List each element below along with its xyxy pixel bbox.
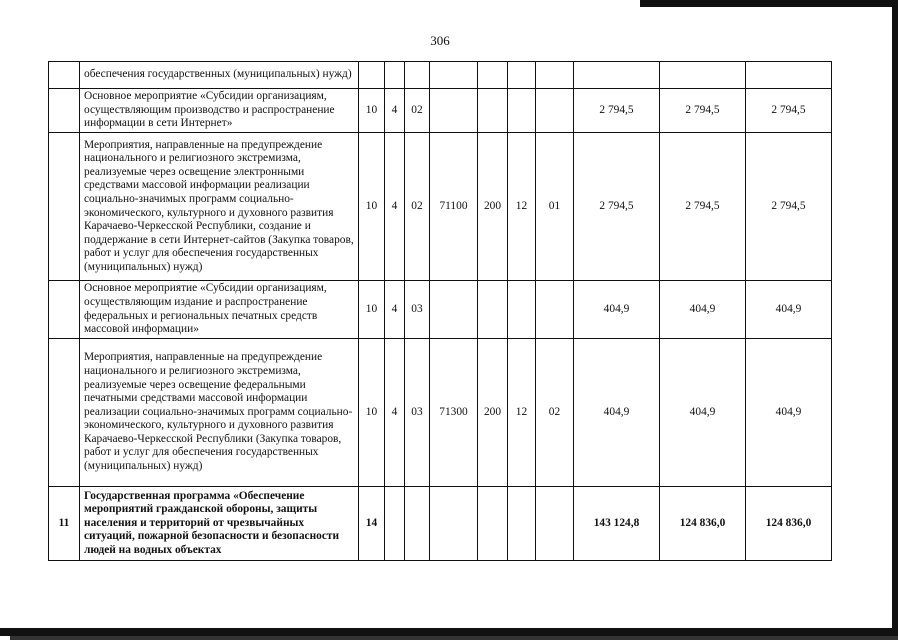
amount-cell: 2 794,5	[660, 133, 746, 281]
code-cell	[536, 281, 574, 339]
code-cell	[385, 487, 405, 561]
row-name-cell: Мероприятия, направленные на предупреждение национального и религиозного экстремизма, реализуемые через освещение электронными средствами массовой информации реализации социально-значимых программ социально-экономического, культурного и духовного развития Карачаево-Черкесской Республики, создание и поддержание в сети Интернет-сайтов (Закупка товаров, работ и услуг для обеспечения государственных (муниципальных) нужд)	[80, 133, 359, 281]
row-number-cell	[49, 339, 80, 487]
code-cell	[508, 62, 536, 89]
table-row	[49, 89, 832, 133]
code-cell: 10	[359, 281, 385, 339]
amount-cell: 404,9	[746, 339, 832, 487]
amount-cell: 2 794,5	[574, 133, 660, 281]
scan-edge-bottom-shadow	[10, 636, 898, 640]
code-cell: 4	[385, 133, 405, 281]
amount-cell: 404,9	[746, 281, 832, 339]
code-cell	[430, 281, 478, 339]
code-cell: 71300	[430, 339, 478, 487]
code-cell: 12	[508, 133, 536, 281]
code-cell: 02	[405, 133, 430, 281]
code-cell: 200	[478, 339, 508, 487]
amount-cell: 2 794,5	[574, 89, 660, 133]
amount-cell: 2 794,5	[660, 89, 746, 133]
code-cell: 03	[405, 281, 430, 339]
amount-cell	[574, 62, 660, 89]
code-cell: 10	[359, 133, 385, 281]
amount-cell: 2 794,5	[746, 89, 832, 133]
amount-cell: 404,9	[574, 281, 660, 339]
code-cell: 01	[536, 133, 574, 281]
code-cell: 12	[508, 339, 536, 487]
code-cell	[405, 62, 430, 89]
code-cell	[478, 281, 508, 339]
code-cell: 14	[359, 487, 385, 561]
row-number-cell	[49, 281, 80, 339]
row-name-cell: обеспечения государственных (муниципальных) нужд)	[80, 62, 359, 89]
code-cell: 4	[385, 89, 405, 133]
code-cell	[478, 62, 508, 89]
row-number-cell	[49, 62, 80, 89]
amount-cell	[746, 62, 832, 89]
row-number-cell	[49, 133, 80, 281]
code-cell: 03	[405, 339, 430, 487]
scan-edge-right	[892, 0, 898, 640]
amount-cell: 143 124,8	[574, 487, 660, 561]
scan-edge-bottom	[0, 628, 898, 636]
code-cell	[405, 487, 430, 561]
table-row	[49, 133, 832, 281]
code-cell	[536, 89, 574, 133]
code-cell	[430, 89, 478, 133]
table-row	[49, 62, 832, 89]
amount-cell	[660, 62, 746, 89]
budget-table	[48, 61, 832, 561]
code-cell	[430, 62, 478, 89]
code-cell	[478, 487, 508, 561]
code-cell: 02	[405, 89, 430, 133]
amount-cell: 404,9	[660, 339, 746, 487]
row-name-cell: Основное мероприятие «Субсидии организациям, осуществляющим производство и распространение информации в сети Интернет»	[80, 89, 359, 133]
table-row	[49, 339, 832, 487]
code-cell: 71100	[430, 133, 478, 281]
code-cell	[359, 62, 385, 89]
code-cell	[508, 89, 536, 133]
amount-cell: 124 836,0	[746, 487, 832, 561]
amount-cell: 124 836,0	[660, 487, 746, 561]
code-cell: 200	[478, 133, 508, 281]
row-name-cell: Государственная программа «Обеспечение мероприятий гражданской обороны, защиты населения и территорий от чрезвычайных ситуаций, пожарной безопасности и безопасности людей на водных объектах	[80, 487, 359, 561]
table-row-program-total	[49, 487, 832, 561]
code-cell	[478, 89, 508, 133]
table-row	[49, 281, 832, 339]
amount-cell: 404,9	[660, 281, 746, 339]
code-cell	[536, 62, 574, 89]
code-cell	[385, 62, 405, 89]
code-cell: 10	[359, 339, 385, 487]
code-cell	[536, 487, 574, 561]
code-cell	[508, 487, 536, 561]
amount-cell: 2 794,5	[746, 133, 832, 281]
amount-cell: 404,9	[574, 339, 660, 487]
row-name-cell: Мероприятия, направленные на предупреждение национального и религиозного экстремизма, реализуемые через освещение федеральными печатными средствами массовой информации реализации социально-значимых программ социально-экономического, культурного и духовного развития Карачаево-Черкесской Республики (Закупка товаров, работ и услуг для обеспечения государственных (муниципальных) нужд)	[80, 339, 359, 487]
code-cell: 4	[385, 281, 405, 339]
row-number-cell: 11	[49, 487, 80, 561]
code-cell: 10	[359, 89, 385, 133]
page-number: 306	[430, 33, 450, 48]
code-cell	[508, 281, 536, 339]
row-number-cell	[49, 89, 80, 133]
row-name-cell: Основное мероприятие «Субсидии организациям, осуществляющим издание и распространение федеральных и региональных печатных средств массовой информации»	[80, 281, 359, 339]
code-cell: 4	[385, 339, 405, 487]
code-cell: 02	[536, 339, 574, 487]
code-cell	[430, 487, 478, 561]
scan-edge-top	[640, 0, 898, 7]
